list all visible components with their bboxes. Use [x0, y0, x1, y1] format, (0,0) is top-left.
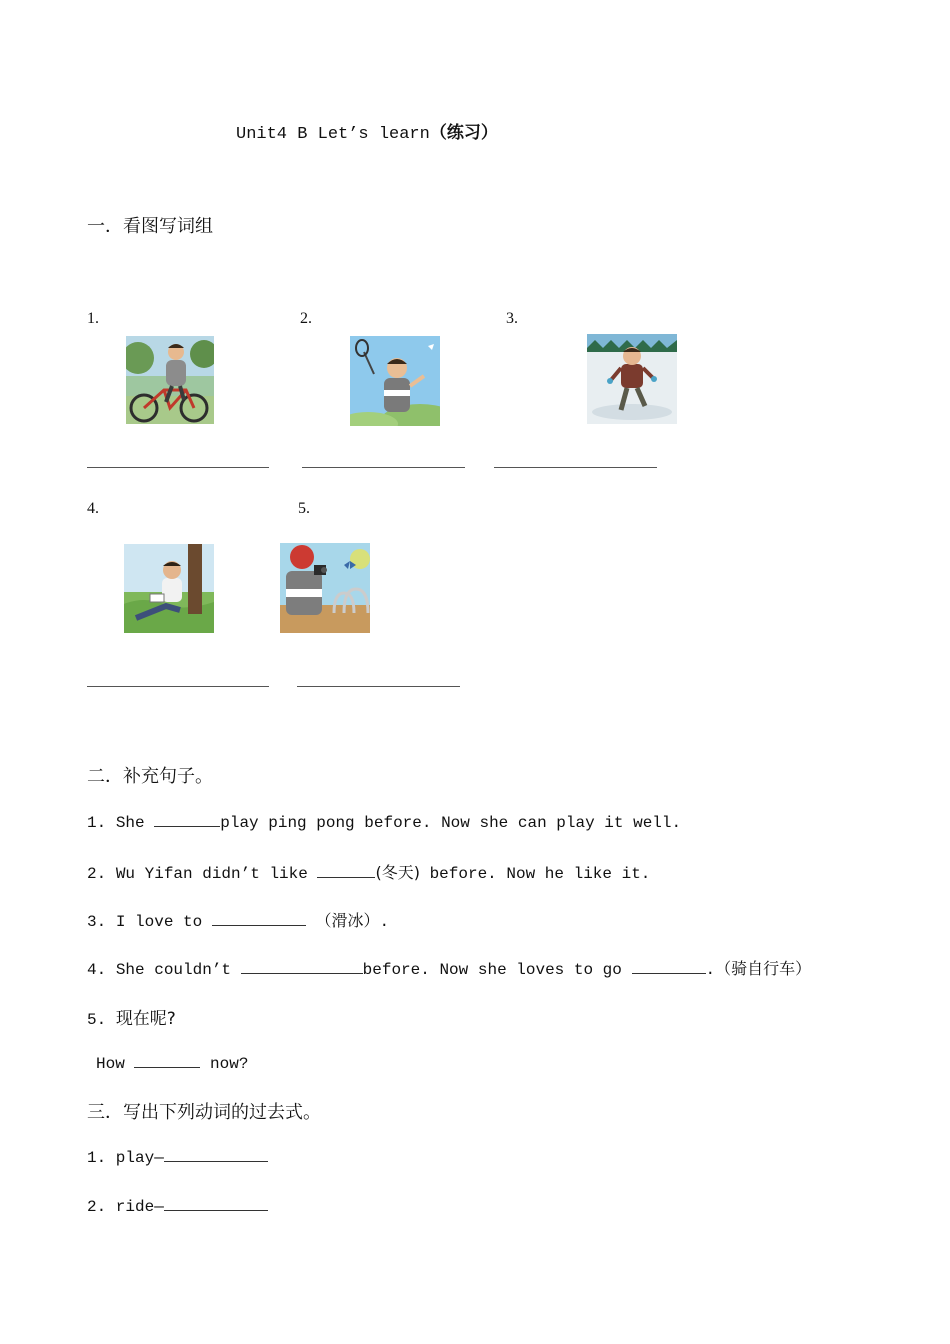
boy-reading-under-tree-icon — [124, 544, 214, 633]
sentence-5-english — [96, 1053, 248, 1073]
title-chinese: （练习） — [429, 123, 498, 143]
answer-line-2[interactable] — [302, 467, 465, 468]
sentence-5-number: 5. — [87, 1011, 107, 1029]
verb-item-1-label: 1. play— — [87, 1149, 164, 1167]
sentence-5 — [87, 1004, 176, 1029]
item-4-label: 4. — [87, 500, 99, 517]
sentence-3-number: 3. — [87, 913, 107, 931]
sentence-2-hint: (冬天) — [375, 863, 420, 882]
item-2-label: 2. — [300, 310, 312, 327]
section2-heading: 二．补充句子。 — [87, 766, 213, 787]
sentence-4-blank-1[interactable] — [241, 959, 363, 974]
sentence-2 — [87, 860, 650, 883]
boy-playing-badminton-icon — [350, 336, 440, 426]
boy-riding-bike-icon — [126, 336, 214, 424]
sentence-1-blank[interactable] — [154, 812, 220, 827]
sentence-1-text-a: She — [115, 814, 145, 832]
sentence-2-number: 2. — [87, 865, 107, 883]
answer-line-1[interactable] — [87, 467, 269, 468]
sentence-3-hint: （滑冰） — [315, 911, 380, 930]
verb-item-2-blank[interactable] — [164, 1196, 268, 1211]
sentence-4-number: 4. — [87, 961, 107, 979]
sentence-4-text-c: . — [705, 961, 716, 979]
section3-heading: 三．写出下列动词的过去式。 — [87, 1102, 321, 1123]
verb-item-2 — [87, 1196, 268, 1216]
sentence-4-text-b: before. Now she loves to go — [362, 961, 622, 979]
sentence-4-hint: （骑自行车） — [715, 959, 812, 978]
answer-line-4[interactable] — [87, 686, 269, 687]
sentence-3 — [87, 908, 389, 931]
sentence-4 — [87, 956, 811, 979]
sentence-2-text-b: before. Now he like it. — [429, 865, 651, 883]
sentence-3-text-a: I love to — [115, 913, 203, 931]
sentence-1 — [87, 812, 681, 832]
sentence-1-number: 1. — [87, 814, 107, 832]
item-1-label: 1. — [87, 310, 99, 327]
verb-item-1-blank[interactable] — [164, 1147, 268, 1162]
boy-taking-photo-icon — [280, 543, 370, 633]
sentence-4-blank-2[interactable] — [632, 959, 706, 974]
sentence-1-text-b: play ping pong before. Now she can play it well. — [220, 814, 682, 832]
sentence-5-text-b: now? — [210, 1055, 249, 1073]
sentence-5-blank[interactable] — [134, 1053, 200, 1068]
title-english: Unit4 B Let’s learn — [236, 125, 430, 144]
boy-ice-skating-icon — [587, 334, 677, 424]
sentence-3-text-b: . — [379, 913, 390, 931]
sentence-2-blank[interactable] — [317, 863, 375, 878]
answer-line-3[interactable] — [494, 467, 657, 468]
page-title — [236, 118, 498, 144]
item-3-label: 3. — [506, 310, 518, 327]
sentence-5-text-a: How — [96, 1055, 125, 1073]
item-5-label: 5. — [298, 500, 310, 517]
sentence-3-blank[interactable] — [212, 911, 306, 926]
sentence-5-chinese: 现在呢? — [115, 1009, 176, 1029]
verb-item-1 — [87, 1147, 268, 1167]
answer-line-5[interactable] — [297, 686, 460, 687]
section1-heading: 一．看图写词组 — [87, 216, 213, 237]
sentence-2-text-a: Wu Yifan didn’t like — [115, 865, 308, 883]
sentence-4-text-a: She couldn’t — [115, 961, 232, 979]
verb-item-2-label: 2. ride— — [87, 1198, 164, 1216]
